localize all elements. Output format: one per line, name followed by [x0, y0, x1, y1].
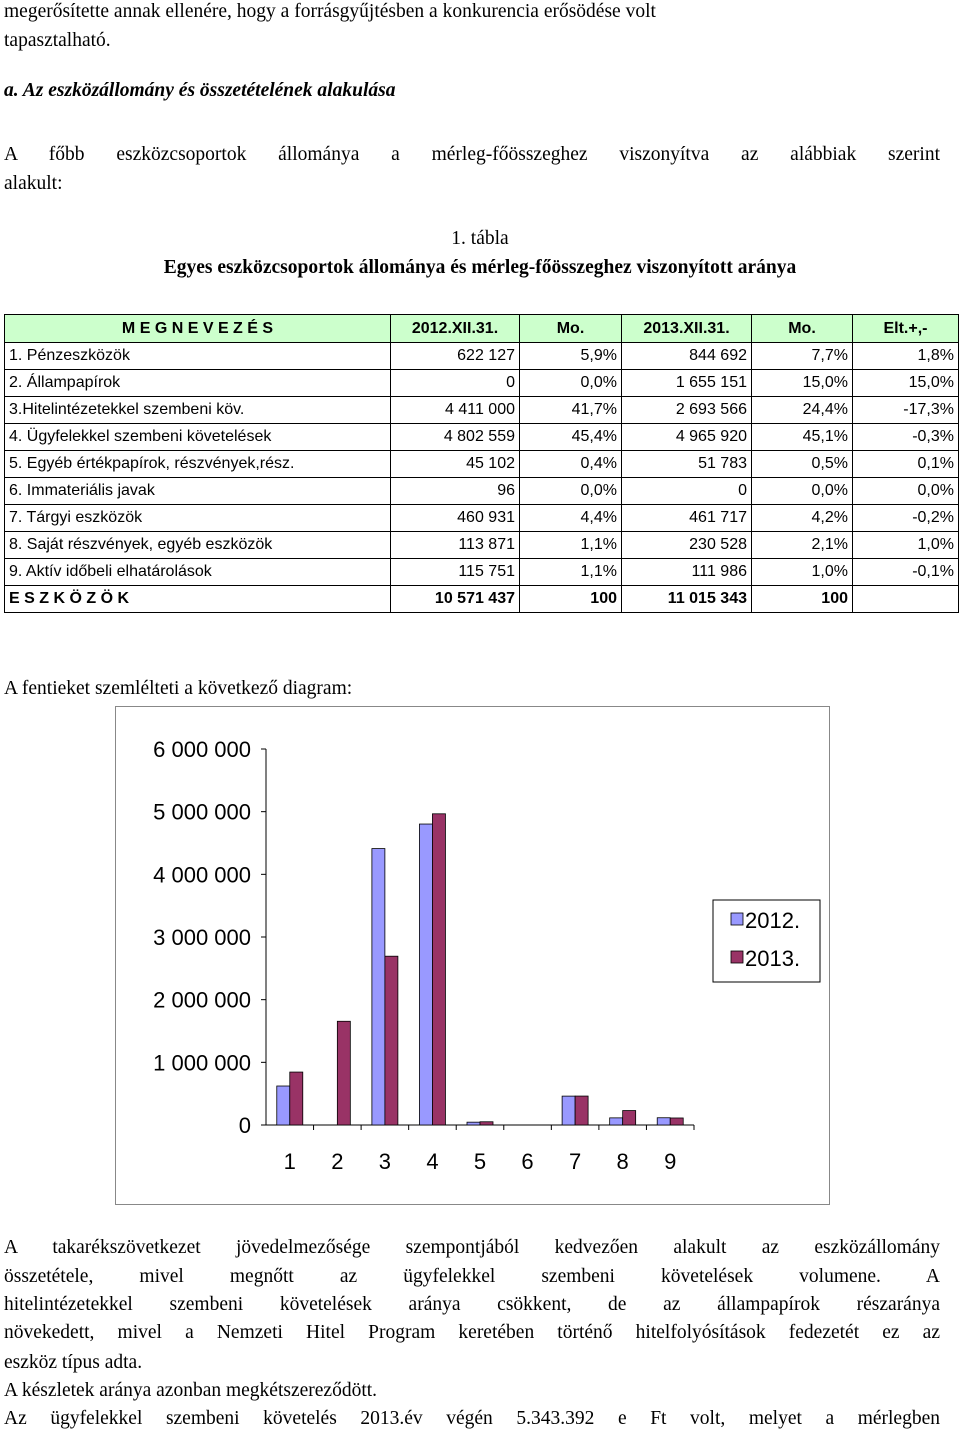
table-number: 1. tábla	[451, 228, 509, 249]
bar-2013-cat-3	[385, 956, 398, 1125]
share-2013: 0,0%	[752, 478, 853, 505]
value-2013: 51 783	[622, 451, 752, 478]
x-tick-label: 9	[664, 1149, 677, 1174]
paragraph-2-line-4: növekedett, mivel a Nemzeti Hitel Program keretében történő hitelfolyósítások fedezetét ez az	[4, 1322, 940, 1343]
table-total-row	[5, 586, 959, 613]
share-2012: 5,9%	[520, 343, 622, 370]
bar-2012-cat-5	[467, 1122, 480, 1125]
share-2012: 1,1%	[520, 532, 622, 559]
x-tick-label: 6	[521, 1149, 534, 1174]
change: 1,8%	[853, 343, 959, 370]
share-2013: 0,5%	[752, 451, 853, 478]
total-value-2013: 11 015 343	[622, 586, 752, 613]
share-2013: 2,1%	[752, 532, 853, 559]
change: 1,0%	[853, 532, 959, 559]
bar-2012-cat-9	[657, 1118, 670, 1125]
chart-svg	[116, 707, 829, 1204]
table-row	[5, 397, 959, 424]
paragraph-2-line-1: A takarékszövetkezet jövedelmezősége szempontjából kedvezően alakult az eszközállomány	[4, 1237, 940, 1258]
y-tick-label: 0	[238, 1113, 251, 1138]
value-2012: 4 411 000	[391, 397, 520, 424]
legend-label: 2013.	[745, 946, 801, 971]
change: -0,2%	[853, 505, 959, 532]
total-share-2013: 100	[752, 586, 853, 613]
share-2012: 0,0%	[520, 478, 622, 505]
total-share-2012: 100	[520, 586, 622, 613]
row-name: 7. Tárgyi eszközök	[5, 505, 391, 532]
bar-2012-cat-7	[562, 1096, 575, 1125]
y-tick-label: 2 000 000	[153, 987, 251, 1013]
intro-line-2: tapasztalható.	[4, 30, 111, 51]
share-2012: 1,1%	[520, 559, 622, 586]
row-name: 5. Egyéb értékpapírok, részvények,rész.	[5, 451, 391, 478]
row-name: 1. Pénzeszközök	[5, 343, 391, 370]
row-name: 2. Állampapírok	[5, 370, 391, 397]
value-2013: 2 693 566	[622, 397, 752, 424]
bar-2013-cat-5	[480, 1122, 493, 1125]
bar-2012-cat-8	[610, 1118, 623, 1125]
table-row	[5, 343, 959, 370]
share-2013: 4,2%	[752, 505, 853, 532]
table-row	[5, 532, 959, 559]
change: -0,1%	[853, 559, 959, 586]
share-2012: 45,4%	[520, 424, 622, 451]
table-row	[5, 451, 959, 478]
value-2013: 844 692	[622, 343, 752, 370]
x-tick-label: 8	[616, 1149, 629, 1174]
x-tick-label: 4	[426, 1149, 439, 1174]
total-change	[853, 586, 959, 613]
value-2013: 0	[622, 478, 752, 505]
y-tick-label: 1 000 000	[153, 1050, 251, 1076]
share-2012: 4,4%	[520, 505, 622, 532]
header-name: M E G N E V E Z É S	[5, 315, 391, 343]
bar-2013-cat-4	[432, 814, 445, 1125]
bar-2013-cat-2	[337, 1021, 350, 1125]
table-row	[5, 559, 959, 586]
value-2013: 230 528	[622, 532, 752, 559]
header-2013: 2013.XII.31.	[622, 315, 752, 343]
intro-line-1: megerősítette annak ellenére, hogy a forrásgyűjtésben a konkurencia erősödése volt	[4, 1, 656, 22]
x-tick-label: 1	[283, 1149, 296, 1174]
value-2012: 115 751	[391, 559, 520, 586]
bar-2013-cat-8	[623, 1111, 636, 1125]
value-2012: 113 871	[391, 532, 520, 559]
table-row	[5, 478, 959, 505]
table-row	[5, 505, 959, 532]
value-2012: 4 802 559	[391, 424, 520, 451]
paragraph-2-line-3: hitelintézetekkel szembeni követelések aránya csökkent, de az állampapírok részaránya	[4, 1294, 940, 1315]
x-tick-label: 2	[331, 1149, 344, 1174]
bar-2013-cat-7	[575, 1096, 588, 1125]
x-tick-label: 5	[473, 1149, 487, 1174]
share-2013: 7,7%	[752, 343, 853, 370]
x-tick-label: 3	[378, 1149, 392, 1174]
share-2012: 0,0%	[520, 370, 622, 397]
value-2013: 1 655 151	[622, 370, 752, 397]
change: 15,0%	[853, 370, 959, 397]
x-tick-label: 7	[568, 1149, 582, 1174]
header-share-2012: Mo.	[520, 315, 622, 343]
section-heading: a. Az eszközállomány és összetételének alakulása	[4, 80, 396, 101]
table-row	[5, 424, 959, 451]
paragraph-4: Az ügyfelekkel szembeni követelés 2013.év végén 5.343.392 e Ft volt, melyet a mérlegben	[4, 1408, 940, 1429]
paragraph-2-line-5: eszköz típus adta.	[4, 1352, 143, 1373]
change: -17,3%	[853, 397, 959, 424]
value-2012: 622 127	[391, 343, 520, 370]
bar-2013-cat-1	[290, 1072, 303, 1125]
table-header-row	[5, 315, 959, 343]
paragraph-3: A készletek aránya azonban megkétszereződött.	[4, 1380, 378, 1401]
value-2012: 460 931	[391, 505, 520, 532]
value-2013: 4 965 920	[622, 424, 752, 451]
change: -0,3%	[853, 424, 959, 451]
bar-chart	[115, 706, 830, 1205]
chart-legend	[713, 900, 820, 982]
y-tick-label: 5 000 000	[153, 799, 251, 825]
value-2012: 96	[391, 478, 520, 505]
share-2013: 1,0%	[752, 559, 853, 586]
row-name: 9. Aktív időbeli elhatárolások	[5, 559, 391, 586]
share-2012: 41,7%	[520, 397, 622, 424]
row-name: 4. Ügyfelekkel szembeni követelések	[5, 424, 391, 451]
row-name: 8. Saját részvények, egyéb eszközök	[5, 532, 391, 559]
paragraph-1-line-2: alakult:	[4, 173, 63, 194]
row-name: 3.Hitelintézetekkel szembeni köv.	[5, 397, 391, 424]
asset-table	[4, 314, 959, 613]
value-2012: 45 102	[391, 451, 520, 478]
total-row-name: E S Z K Ö Z Ö K	[5, 586, 391, 613]
share-2013: 45,1%	[752, 424, 853, 451]
value-2013: 111 986	[622, 559, 752, 586]
change: 0,0%	[853, 478, 959, 505]
row-name: 6. Immateriális javak	[5, 478, 391, 505]
y-tick-label: 4 000 000	[153, 862, 251, 888]
bar-2012-cat-1	[277, 1086, 290, 1125]
legend-swatch	[731, 913, 743, 925]
table-caption: Egyes eszközcsoportok állománya és mérleg-főösszeghez viszonyított aránya	[163, 257, 797, 278]
bar-2013-cat-9	[670, 1118, 683, 1125]
chart-intro: A fentieket szemlélteti a következő diagram:	[4, 678, 353, 699]
value-2013: 461 717	[622, 505, 752, 532]
bar-2012-cat-4	[419, 824, 432, 1125]
header-change: Elt.+,-	[853, 315, 959, 343]
value-2012: 0	[391, 370, 520, 397]
total-value-2012: 10 571 437	[391, 586, 520, 613]
y-tick-label: 3 000 000	[153, 925, 251, 950]
header-2012: 2012.XII.31.	[391, 315, 520, 343]
share-2012: 0,4%	[520, 451, 622, 478]
change: 0,1%	[853, 451, 959, 478]
header-share-2013: Mo.	[752, 315, 853, 343]
legend-swatch	[731, 951, 743, 963]
bar-2012-cat-3	[372, 849, 385, 1125]
legend-label: 2012.	[745, 908, 801, 933]
share-2013: 15,0%	[752, 370, 853, 397]
paragraph-1-line-1: A főbb eszközcsoportok állománya a mérleg-főösszeghez viszonyítva az alábbiak szerint	[4, 144, 940, 165]
table-row	[5, 370, 959, 397]
paragraph-2-line-2: összetétele, mivel megnőtt az ügyfelekkel szembeni követelések volumene. A	[4, 1266, 940, 1287]
share-2013: 24,4%	[752, 397, 853, 424]
y-tick-label: 6 000 000	[153, 737, 251, 762]
